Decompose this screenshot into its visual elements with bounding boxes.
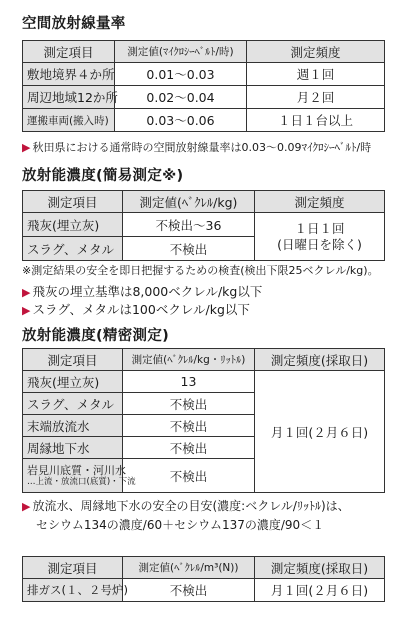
row-item: 周縁地下水 — [23, 437, 123, 459]
row-value: 0.03〜0.06 — [115, 109, 247, 132]
row-value: 0.01〜0.03 — [115, 63, 247, 86]
row-item: スラグ、メタル — [23, 237, 123, 261]
row-frequency: 週１回 — [247, 63, 385, 86]
row-value: 不検出 — [123, 415, 255, 437]
row-item-sub: …上流・放流口(底質)・下流 — [27, 477, 136, 487]
row-item-main: 岩見川底質・河川水 — [27, 464, 126, 477]
row-item: 末端放流水 — [23, 415, 123, 437]
table-row — [23, 579, 385, 602]
precision-measurement-table — [22, 348, 385, 493]
col-header-frequency: 測定頻度(採取日) — [255, 557, 385, 579]
table-row — [23, 109, 385, 132]
col-header-item: 測定項目 — [23, 191, 123, 213]
bullet-text-line-1: 放流水、周縁地下水の安全の目安(濃度:ベクレル/ﾘｯﾄﾙ)は、 — [32, 499, 350, 513]
table-row — [23, 86, 385, 109]
simple-measurement-footnote: ※測定結果の安全を即日把握するための検査(検出下限25ベクレル/kg)。 — [22, 264, 379, 277]
table-row — [23, 371, 385, 393]
row-item: 飛灰(埋立灰) — [23, 371, 123, 393]
row-item: 運搬車両(搬入時) — [23, 109, 115, 132]
section-title-precision-measurement: 放射能濃度(精密測定) — [22, 328, 170, 344]
col-header-value: 測定値(ﾍﾞｸﾚﾙ/m³(N)) — [123, 557, 255, 579]
row-value: 不検出 — [123, 459, 255, 493]
row-value: 不検出 — [123, 237, 255, 261]
section-title-air-dose: 空間放射線量率 — [22, 16, 126, 32]
row-value: 0.02〜0.04 — [115, 86, 247, 109]
row-item: 周辺地域12か所 — [23, 86, 115, 109]
col-header-value: 測定値(ﾍﾞｸﾚﾙ/kg) — [123, 191, 255, 213]
safety-guideline-formula: セシウム134の濃度/60＋セシウム137の濃度/90＜１ — [36, 518, 325, 532]
col-header-value: 測定値(ﾍﾞｸﾚﾙ/kg・ﾘｯﾄﾙ) — [123, 349, 255, 371]
col-header-frequency: 測定頻度(採取日) — [255, 349, 385, 371]
bullet-text: スラグ、メタルは100ベクレル/kg以下 — [32, 302, 250, 317]
section-title-simple-measurement: 放射能濃度(簡易測定※) — [22, 168, 184, 184]
col-header-frequency: 測定頻度 — [255, 191, 385, 213]
row-value: 不検出 — [123, 393, 255, 415]
triangle-bullet-icon: ▶ — [22, 286, 31, 299]
row-value: 不検出 — [123, 579, 255, 602]
row-frequency: 月１回(２月６日) — [255, 371, 385, 493]
row-item: 排ガス(１、２号炉) — [23, 579, 123, 602]
air-dose-table — [22, 40, 385, 132]
exhaust-gas-table — [22, 556, 385, 602]
triangle-bullet-icon: ▶ — [22, 141, 31, 154]
row-item: 敷地境界４か所 — [23, 63, 115, 86]
row-frequency — [255, 213, 385, 261]
row-frequency: １日１台以上 — [247, 109, 385, 132]
triangle-bullet-icon: ▶ — [22, 304, 31, 317]
frequency-line-1: １日１回 — [294, 220, 345, 236]
table-row — [23, 63, 385, 86]
note-text: 秋田県における通常時の空間放射線量率は0.03〜0.09ﾏｲｸﾛｼｰﾍﾞﾙﾄ/時 — [32, 141, 372, 154]
col-header-value: 測定値(ﾏｲｸﾛｼｰﾍﾞﾙﾄ/時) — [115, 41, 247, 63]
row-item: スラグ、メタル — [23, 393, 123, 415]
row-item: 飛灰(埋立灰) — [23, 213, 123, 237]
frequency-line-2: (日曜日を除く) — [277, 236, 362, 252]
landfill-standard-bullet — [22, 282, 262, 300]
bullet-text: 飛灰の埋立基準は8,000ベクレル/kg以下 — [32, 284, 263, 299]
row-frequency: 月１回(２月６日) — [255, 579, 385, 602]
air-dose-note — [22, 139, 371, 155]
simple-measurement-table — [22, 190, 385, 261]
safety-guideline-bullet — [22, 497, 350, 514]
row-value: 13 — [123, 371, 255, 393]
col-header-item: 測定項目 — [23, 41, 115, 63]
row-value: 不検出〜36 — [123, 213, 255, 237]
triangle-bullet-icon: ▶ — [22, 500, 31, 513]
row-item — [23, 459, 136, 493]
table-row — [23, 213, 385, 237]
slag-standard-bullet — [22, 300, 250, 318]
row-frequency: 月２回 — [247, 86, 385, 109]
col-header-item: 測定項目 — [23, 349, 123, 371]
col-header-item: 測定項目 — [23, 557, 123, 579]
row-value: 不検出 — [123, 437, 255, 459]
col-header-frequency: 測定頻度 — [247, 41, 385, 63]
